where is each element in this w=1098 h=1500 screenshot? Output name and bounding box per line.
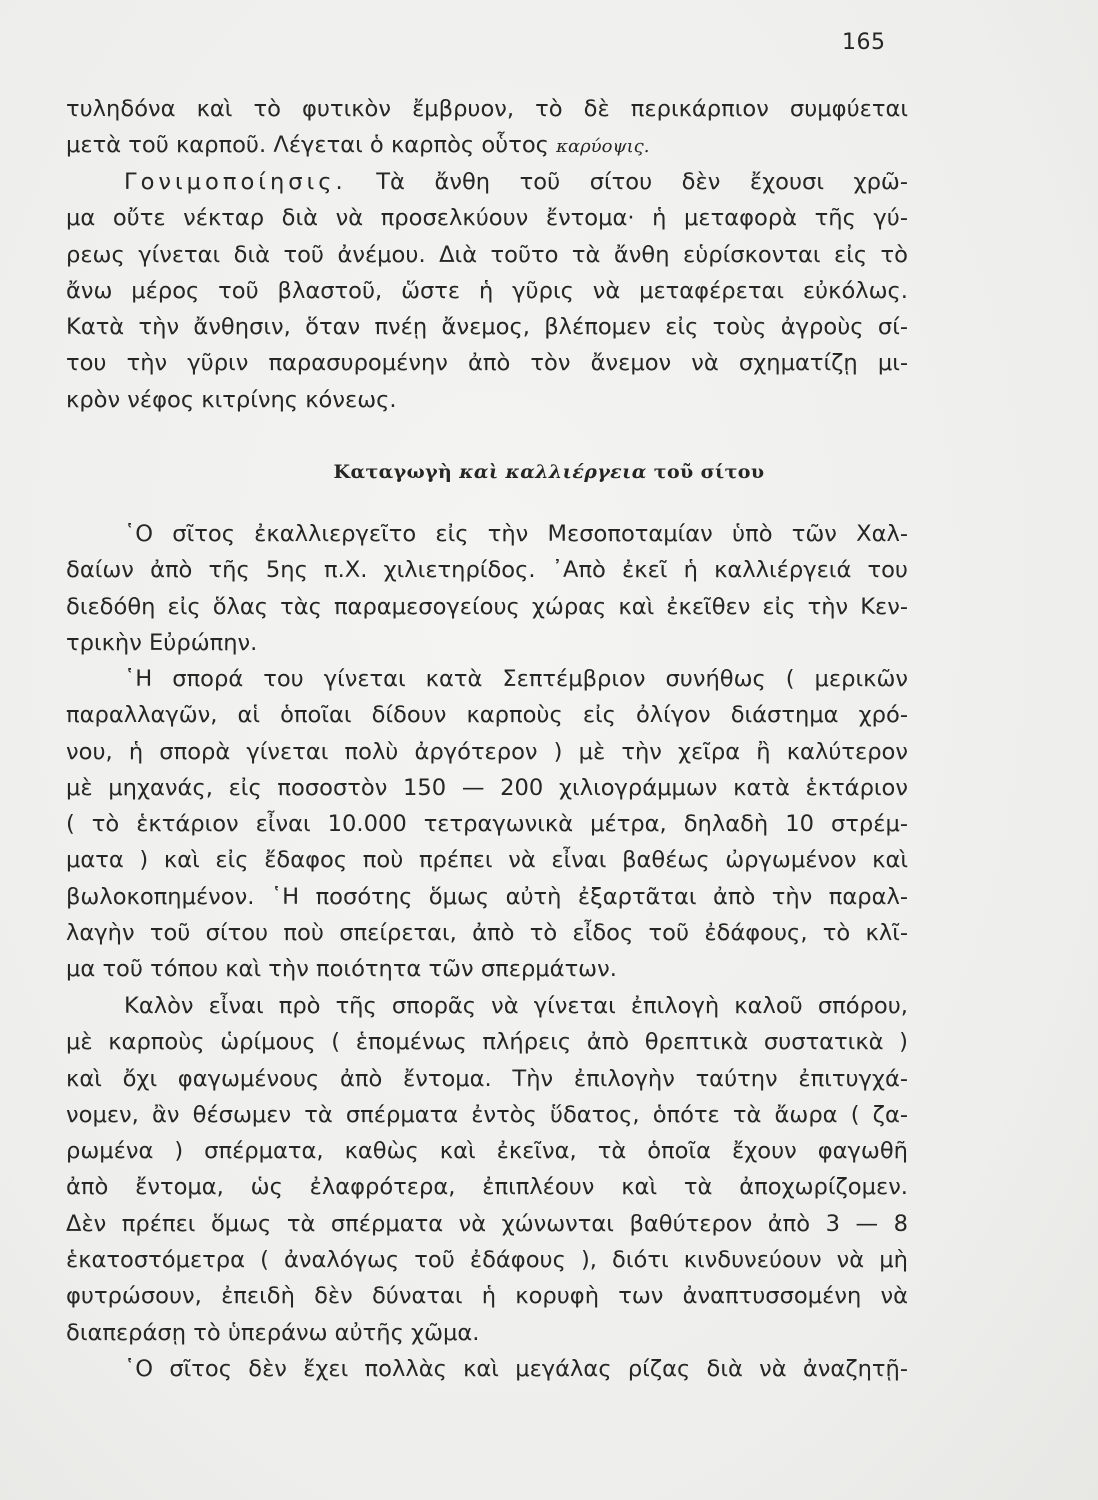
- text-line: ἄνω μέρος τοῦ βλαστοῦ, ὥστε ἡ γῦρις νὰ μεταφέρεται εὐκόλως.: [66, 277, 908, 304]
- page-number: 165: [842, 30, 886, 55]
- text-line: τρικὴν Εὐρώπην.: [66, 629, 258, 656]
- paragraph-roots: [66, 1351, 908, 1387]
- text-line: ῾Ο σῖτος δὲν ἔχει πολλὰς καὶ μεγάλας ρίζας διὰ νὰ ἀναζητῇ-: [124, 1356, 908, 1382]
- heading-word: καὶ καλλιέργεια: [459, 461, 647, 483]
- text-line: καὶ ὄχι φαγωμένους ἀπὸ ἔντομα. Τὴν ἐπιλογὴν ταύτην ἐπιτυγχά-: [66, 1065, 908, 1092]
- text-line: διεδόθη εἰς ὅλας τὰς παραμεσογείους χώρας καὶ ἐκεῖθεν εἰς τὴν Κεν-: [66, 593, 908, 620]
- text-line: τυληδόνα καὶ τὸ φυτικὸν ἔμβρυον, τὸ δὲ περικάρπιον συμφύεται: [66, 96, 908, 122]
- text-line: νου, ἡ σπορὰ γίνεται πολὺ ἀργότερον ) μὲ τὴν χεῖρα ἢ καλύτερον: [66, 738, 908, 765]
- text-line: μα οὔτε νέκταρ διὰ νὰ προσελκύουν ἔντομα· ἡ μεταφορὰ τῆς γύ-: [66, 205, 908, 232]
- text-line: μὲ καρποὺς ὡρίμους ( ἑπομένως πλήρεις ἀπὸ θρεπτικὰ συστατικὰ ): [66, 1029, 908, 1056]
- paragraph-origin: [66, 516, 908, 661]
- text-line: βωλοκοπημένον. ῾Η ποσότης ὅμως αὐτὴ ἐξαρτᾶται ἀπὸ τὴν παραλ-: [66, 883, 908, 910]
- text-fragment: μετὰ τοῦ καρποῦ. Λέγεται ὁ καρπὸς οὗτος: [66, 132, 549, 159]
- text-line: ματα ) καὶ εἰς ἔδαφος ποὺ πρέπει νὰ εἶναι βαθέως ὠργωμένον καὶ: [66, 847, 908, 874]
- text-line: ρεως γίνεται διὰ τοῦ ἀνέμου. Διὰ τοῦτο τὰ ἄνθη εὑρίσκονται εἰς τὸ: [66, 241, 908, 268]
- text-line: ἀπὸ ἔντομα, ὡς ἐλαφρότερα, ἐπιπλέουν καὶ τὰ ἀποχωρίζομεν.: [66, 1174, 908, 1201]
- text-line: κρὸν νέφος κιτρίνης κόνεως.: [66, 386, 397, 413]
- text-line: ἑκατοστόμετρα ( ἀναλόγως τοῦ ἐδάφους ), διότι κινδυνεύουν νὰ μὴ: [66, 1247, 908, 1274]
- heading-word: τοῦ σίτου: [653, 461, 765, 483]
- section-heading: [0, 461, 1098, 483]
- paragraph-sowing: [66, 661, 908, 988]
- text-line: δαίων ἀπὸ τῆς 5ης π.Χ. χιλιετηρίδος. ᾿Απὸ ἐκεῖ ἡ καλλιέργειά του: [66, 557, 908, 584]
- text-line: μα τοῦ τόπου καὶ τὴν ποιότητα τῶν σπερμάτων.: [66, 956, 617, 983]
- text-line: Δὲν πρέπει ὅμως τὰ σπέρματα νὰ χώνωνται βαθύτερον ἀπὸ 3 — 8: [66, 1210, 908, 1237]
- term-caryopsis: καρύοψις.: [556, 136, 650, 158]
- text-fragment: Τὰ ἄνθη τοῦ σίτου δὲν ἔχουσι χρῶ-: [376, 169, 909, 195]
- text-line: φυτρώσουν, ἐπειδὴ δὲν δύναται ἡ κορυφὴ των ἀναπτυσσομένη νὰ: [66, 1283, 908, 1310]
- text-line: ῾Ο σῖτος ἐκαλλιεργεῖτο εἰς τὴν Μεσοποταμίαν ὑπὸ τῶν Χαλ-: [124, 521, 908, 547]
- text-line: ( τὸ ἑκτάριον εἶναι 10.000 τετραγωνικὰ μέτρα, δηλαδὴ 10 στρέμ-: [66, 811, 908, 838]
- term-pollination: Γονιμοποίησις.: [124, 169, 347, 195]
- text-line: παραλλαγῶν, αἱ ὁποῖαι δίδουν καρποὺς εἰς ὀλίγον διάστημα χρό-: [66, 702, 908, 729]
- text-line: διαπεράσῃ τὸ ὑπεράνω αὐτῆς χῶμα.: [66, 1319, 480, 1346]
- text-line: νομεν, ἂν θέσωμεν τὰ σπέρματα ἐντὸς ὕδατος, ὁπότε τὰ ἄωρα ( ζα-: [66, 1101, 908, 1128]
- text-line: Κατὰ τὴν ἄνθησιν, ὅταν πνέῃ ἄνεμος, βλέπομεν εἰς τοὺς ἀγροὺς σί-: [66, 314, 908, 341]
- paragraph-pollination: [66, 164, 908, 418]
- paragraph-seed-selection: [66, 988, 908, 1351]
- text-line: του τὴν γῦριν παρασυρομένην ἀπὸ τὸν ἄνεμον νὰ σχηματίζῃ μι-: [66, 350, 908, 377]
- text-line: ρωμένα ) σπέρματα, καθὼς καὶ ἐκεῖνα, τὰ ὁποῖα ἔχουν φαγωθῆ: [66, 1138, 908, 1165]
- text-line: Καλὸν εἶναι πρὸ τῆς σπορᾶς νὰ γίνεται ἐπιλογὴ καλοῦ σπόρου,: [124, 993, 908, 1019]
- text-line: λαγὴν τοῦ σίτου ποὺ σπείρεται, ἀπὸ τὸ εἶδος τοῦ ἐδάφους, τὸ κλῖ-: [66, 920, 908, 947]
- text-line: ῾Η σπορά του γίνεται κατὰ Σεπτέμβριον συνήθως ( μερικῶν: [124, 666, 908, 692]
- heading-word: Καταγωγὴ: [333, 461, 453, 483]
- paragraph-carpel: [66, 91, 908, 166]
- text-line: [66, 164, 908, 200]
- text-line: [66, 127, 908, 165]
- text-line: μὲ μηχανάς, εἰς ποσοστὸν 150 — 200 χιλιογράμμων κατὰ ἑκτάριον: [66, 774, 908, 801]
